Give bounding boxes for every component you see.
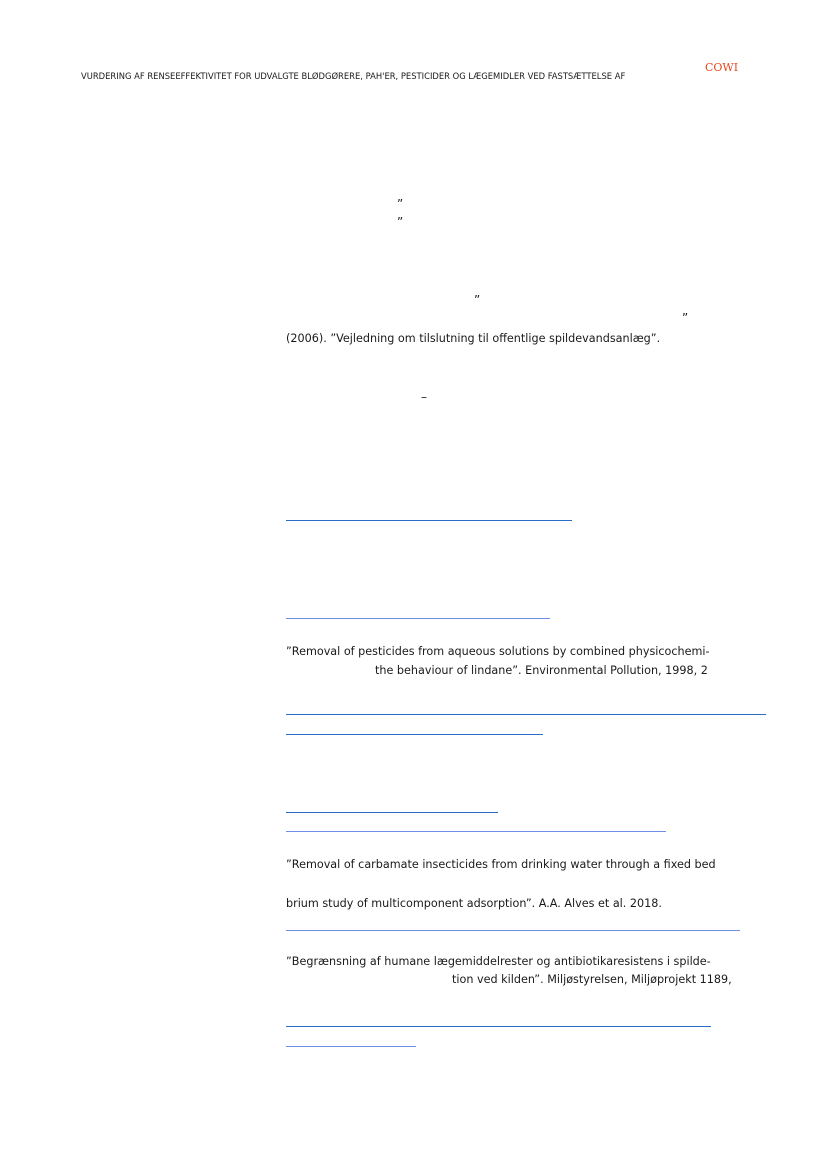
quote-mark: ” [397,197,404,211]
reference-link[interactable] [286,812,498,813]
reference-link[interactable] [286,1026,711,1027]
reference-link[interactable] [286,734,543,735]
reference-text: ”Removal of pesticides from aqueous solutions by combined physicochemi- [286,645,710,658]
reference-link[interactable] [286,1046,416,1047]
reference-text: brium study of multicomponent adsorption”. A.A. Alves et al. 2018. [286,897,662,910]
reference-text: the behaviour of lindane”. Environmental Pollution, 1998, 2 [375,664,708,677]
running-header: VURDERING AF RENSEEFFEKTIVITET FOR UDVALGTE BLØDGØRERE, PAH'ER, PESTICIDER OG LÆGEMIDLER VED FASTSÆTTELSE AF [81,71,626,81]
reference-text: (2006). ”Vejledning om tilslutning til offentlige spildevandsanlæg”. [286,332,661,345]
quote-mark: ” [474,293,481,307]
reference-text: tion ved kilden”. Miljøstyrelsen, Miljøprojekt 1189, [452,973,732,986]
reference-link[interactable] [286,831,666,832]
reference-link[interactable] [286,930,740,931]
reference-link[interactable] [286,618,550,619]
cowi-logo: COWI [705,61,739,74]
reference-link[interactable] [286,520,572,521]
quote-mark: ” [397,215,404,229]
dash-mark: – [421,390,427,404]
quote-mark: ” [682,311,689,325]
reference-link[interactable] [286,714,766,715]
reference-text: ”Removal of carbamate insecticides from drinking water through a fixed bed [286,858,716,871]
reference-text: ”Begrænsning af humane lægemiddelrester og antibiotikaresistens i spilde- [286,955,711,968]
